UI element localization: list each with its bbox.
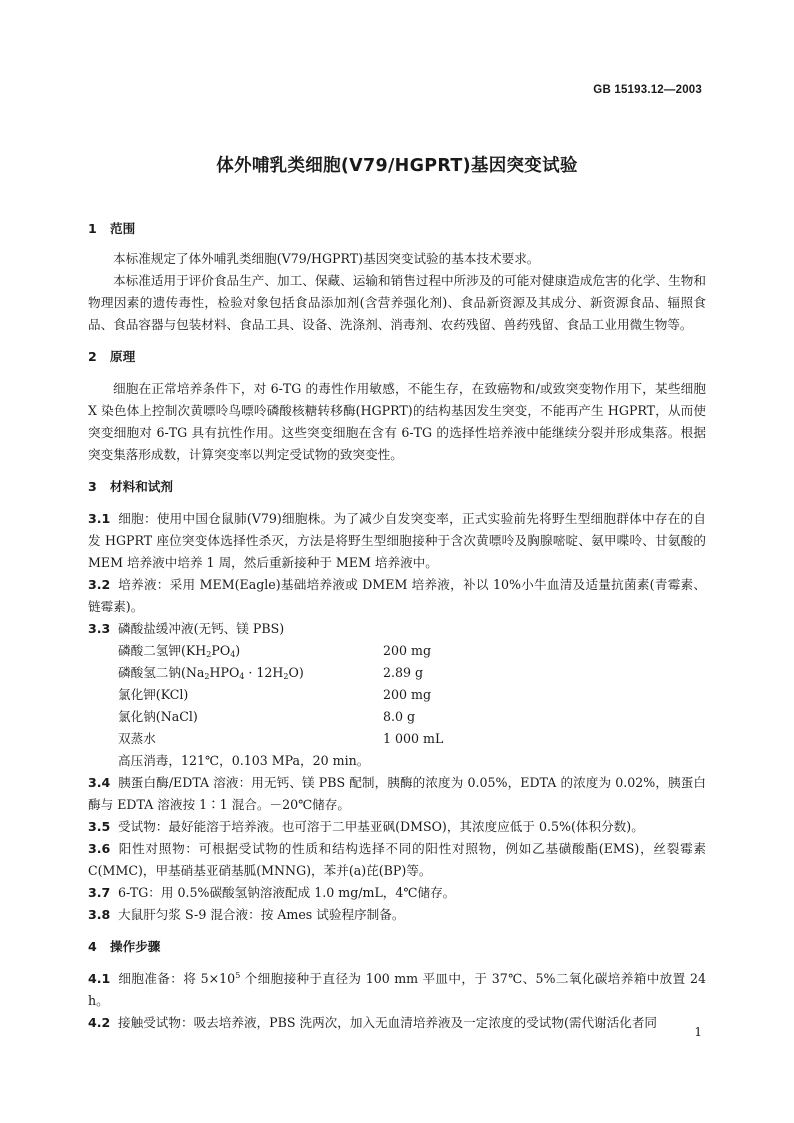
clause-3-8: 3.8 大鼠肝匀浆 S-9 混合液：按 Ames 试验程序制备。 xyxy=(88,907,405,922)
document-title: 体外哺乳类细胞(V79/HGPRT)基因突变试验 xyxy=(216,156,578,176)
clause-3-2: 3.2 培养液：采用 MEM(Eagle)基础培养液或 DMEM 培养液，补以 10%小牛血清及适量抗菌素(青霉素、链霉素)。 xyxy=(88,577,706,614)
section-heading-1: 1 范围 xyxy=(88,221,136,236)
composition-row: 磷酸氢二钠$(Na_2HPO_4 \cdot 12H_2O)$ 2.89 g xyxy=(118,665,424,681)
clause-3-5: 3.5 受试物：最好能溶于培养液。也可溶于二甲基亚砜(DMSO)，其浓度应低于 0.5%(体积分数)。 xyxy=(88,819,644,834)
standard-code: GB 15193.12—2003 xyxy=(593,84,702,96)
page-number: 1 xyxy=(694,1025,702,1039)
paragraph: 本标准适用于评价食品生产、加工、保藏、运输和销售过程中所涉及的可能对健康造成危害的化学、生物和物理因素的遗传毒性，检验对象包括食品添加剂(含营养强化剂)、食品新资源及其成分、新资源食品、辐照食品、食品容器与包装材料、食品工具、设备、洗涤剂、消毒剂、农药残留、兽药残留、食品工业用微生物等。 xyxy=(88,273,706,332)
sterilization-note: 高压消毒，121℃，0.103 MPa，20 min。 xyxy=(118,753,370,768)
section-heading-2: 2 原理 xyxy=(88,349,136,364)
clause-3-3: 3.3 磷酸盐缓冲液(无钙、镁 PBS) xyxy=(88,621,285,636)
document-body xyxy=(88,218,706,1034)
clause-4-2: 4.2 接触受试物：吸去培养液，PBS 洗两次，加入无血清培养液及一定浓度的受试物(需代谢活化者同 xyxy=(88,1015,658,1030)
clause-3-1: 3.1 细胞：使用中国仓鼠肺(V79)细胞株。为了减少自发突变率，正式实验前先将野生型细胞群体中存在的自发 HGPRT 座位突变体选择性杀灭，方法是将野生型细胞接种于含次黄嘌呤及胸腺嘧啶、氨甲喋呤、甘氨酸的 MEM 培养液中培养 1 周，然后重新接种于 MEM 培养液中。 xyxy=(88,511,706,570)
clause-3-4: 3.4 胰蛋白酶/EDTA 溶液：用无钙、镁 PBS 配制，胰酶的浓度为 0.05%，EDTA 的浓度为 0.02%，胰蛋白酶与 EDTA 溶液按 1∶1 混合。－20℃储存。 xyxy=(88,775,706,812)
paragraph: 细胞在正常培养条件下，对 6-TG 的毒性作用敏感，不能生存，在致癌物和/或致突变物作用下，某些细胞 X 染色体上控制次黄嘌呤鸟嘌呤磷酸核糖转移酶(HGPRT)的结构基因发生突变，不能再产生 HGPRT，从而使突变细胞对 6-TG 具有抗性作用。这些突变细胞在含有 6-TG 的选择性培养液中能继续分裂并形成集落。根据突变集落形成数，计算突变率以判定受试物的致突变性。 xyxy=(88,381,706,462)
section-heading-4: 4 操作步骤 xyxy=(88,939,161,954)
composition-row: 磷酸二氢钾$(KH_2PO_4)$ 200 mg xyxy=(118,643,432,659)
clause-3-6: 3.6 阳性对照物：可根据受试物的性质和结构选择不同的阳性对照物，例如乙基磺酸酯(EMS)，丝裂霉素 C(MMC)，甲基硝基亚硝基胍(MNNG)，苯并(a)芘(BP)等。 xyxy=(88,841,706,878)
clause-4-1: 4.1 细胞准备：将 $5\times 10^5$ 个细胞接种于直径为 100 mm 平皿中，于 37℃、5%二氧化碳培养箱中放置 24 h。 xyxy=(88,971,707,1008)
clause-3-7: 3.7 6-TG：用 0.5%碳酸氢钠溶液配成 1.0 mg/mL，4℃储存。 xyxy=(88,885,456,900)
composition-row: 氯化钾(KCl) 200 mg xyxy=(118,687,432,702)
composition-row: 氯化钠(NaCl) 8.0 g xyxy=(118,709,416,724)
section-heading-3: 3 材料和试剂 xyxy=(88,479,173,494)
paragraph: 本标准规定了体外哺乳类细胞(V79/HGPRT)基因突变试验的基本技术要求。 xyxy=(113,251,540,266)
composition-row: 双蒸水 1 000 mL xyxy=(118,731,444,746)
